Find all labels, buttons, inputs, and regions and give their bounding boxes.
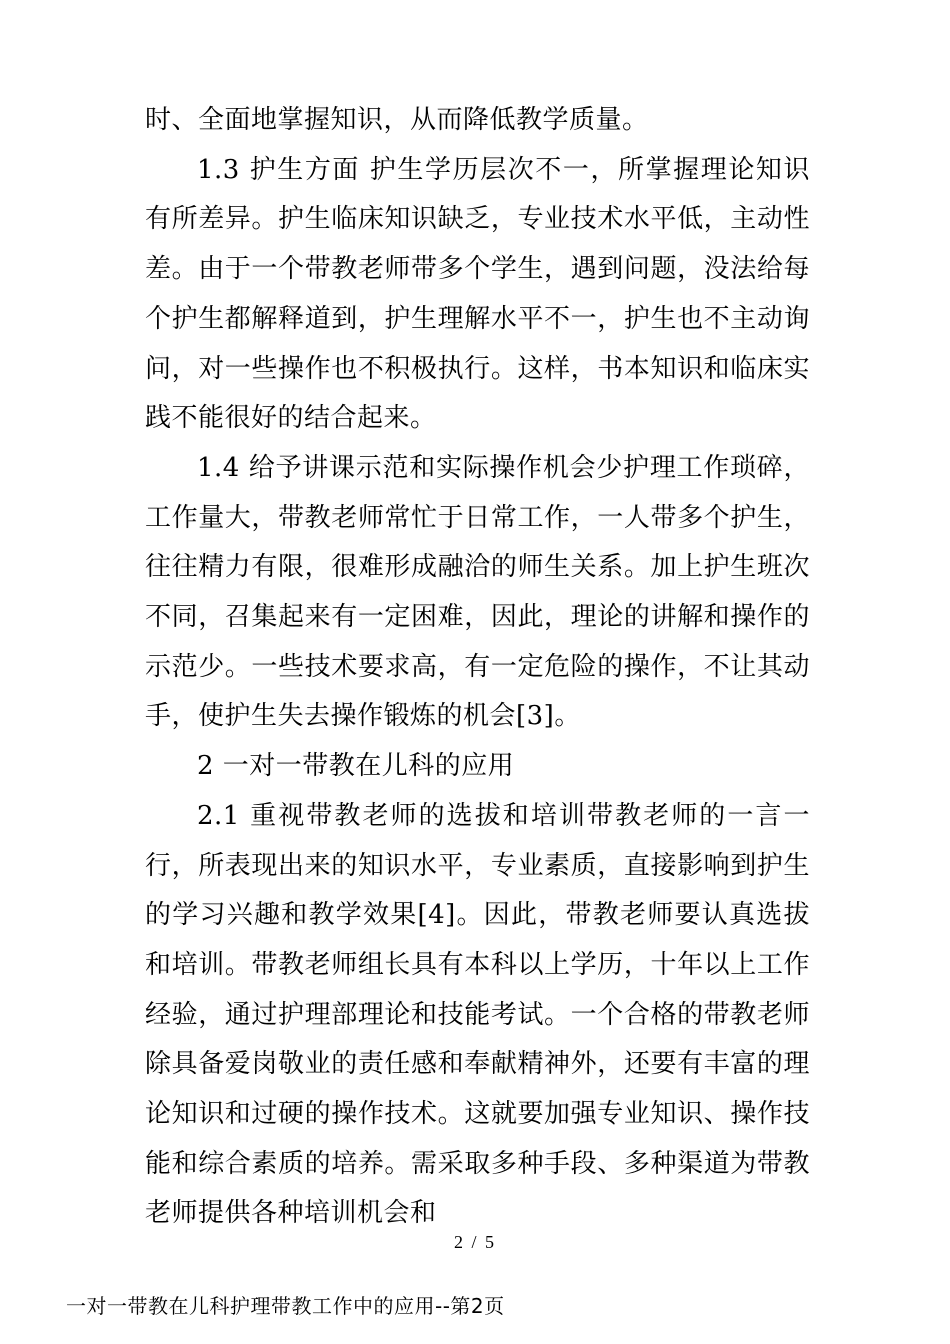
section-heading-2: 2 一对一带教在儿科的应用	[197, 751, 515, 782]
body-text	[145, 96, 810, 1239]
paragraph-2-1: 2.1 重视带教老师的选拔和培训带教老师的一言一行，所表现出来的知识水平，专业素质，直接影响到护生的学习兴趣和教学效果[4]。因此，带教老师要认真选拔和培训。带教老师组长具有本科以上学历，十年以上工作经验，通过护理部理论和技能考试。一个合格的带教老师除具备爱岗敬业的责任感和奉献精神外，还要有丰富的理论知识和过硬的操作技术。这就要加强专业知识、操作技能和综合素质的培养。需采取多种手段、多种渠道为带教老师提供各种培训机会和	[145, 800, 810, 1229]
paragraph-continuation: 时、全面地掌握知识，从而降低教学质量。	[145, 105, 649, 135]
page-number: 2 / 5	[453, 1232, 496, 1252]
paragraph-1-4: 1.4 给予讲课示范和实际操作机会少护理工作琐碎，工作量大，带教老师常忙于日常工作，一人带多个护生，往往精力有限，很难形成融洽的师生关系。加上护生班次不同，召集起来有一定困难，因此，理论的讲解和操作的示范少。一些技术要求高，有一定危险的操作，不让其动手，使护生失去操作锻炼的机会[3]。	[145, 452, 810, 732]
footer-document-title: 一对一带教在儿科护理带教工作中的应用--第2页	[66, 1294, 505, 1318]
paragraph-1-3: 1.3 护生方面 护生学历层次不一，所掌握理论知识有所差异。护生临床知识缺乏，专业技术水平低，主动性差。由于一个带教老师带多个学生，遇到问题，没法给每个护生都解释道到，护生理解水平不一，护生也不主动询问，对一些操作也不积极执行。这样，书本知识和临床实践不能很好的结合起来。	[145, 154, 810, 434]
